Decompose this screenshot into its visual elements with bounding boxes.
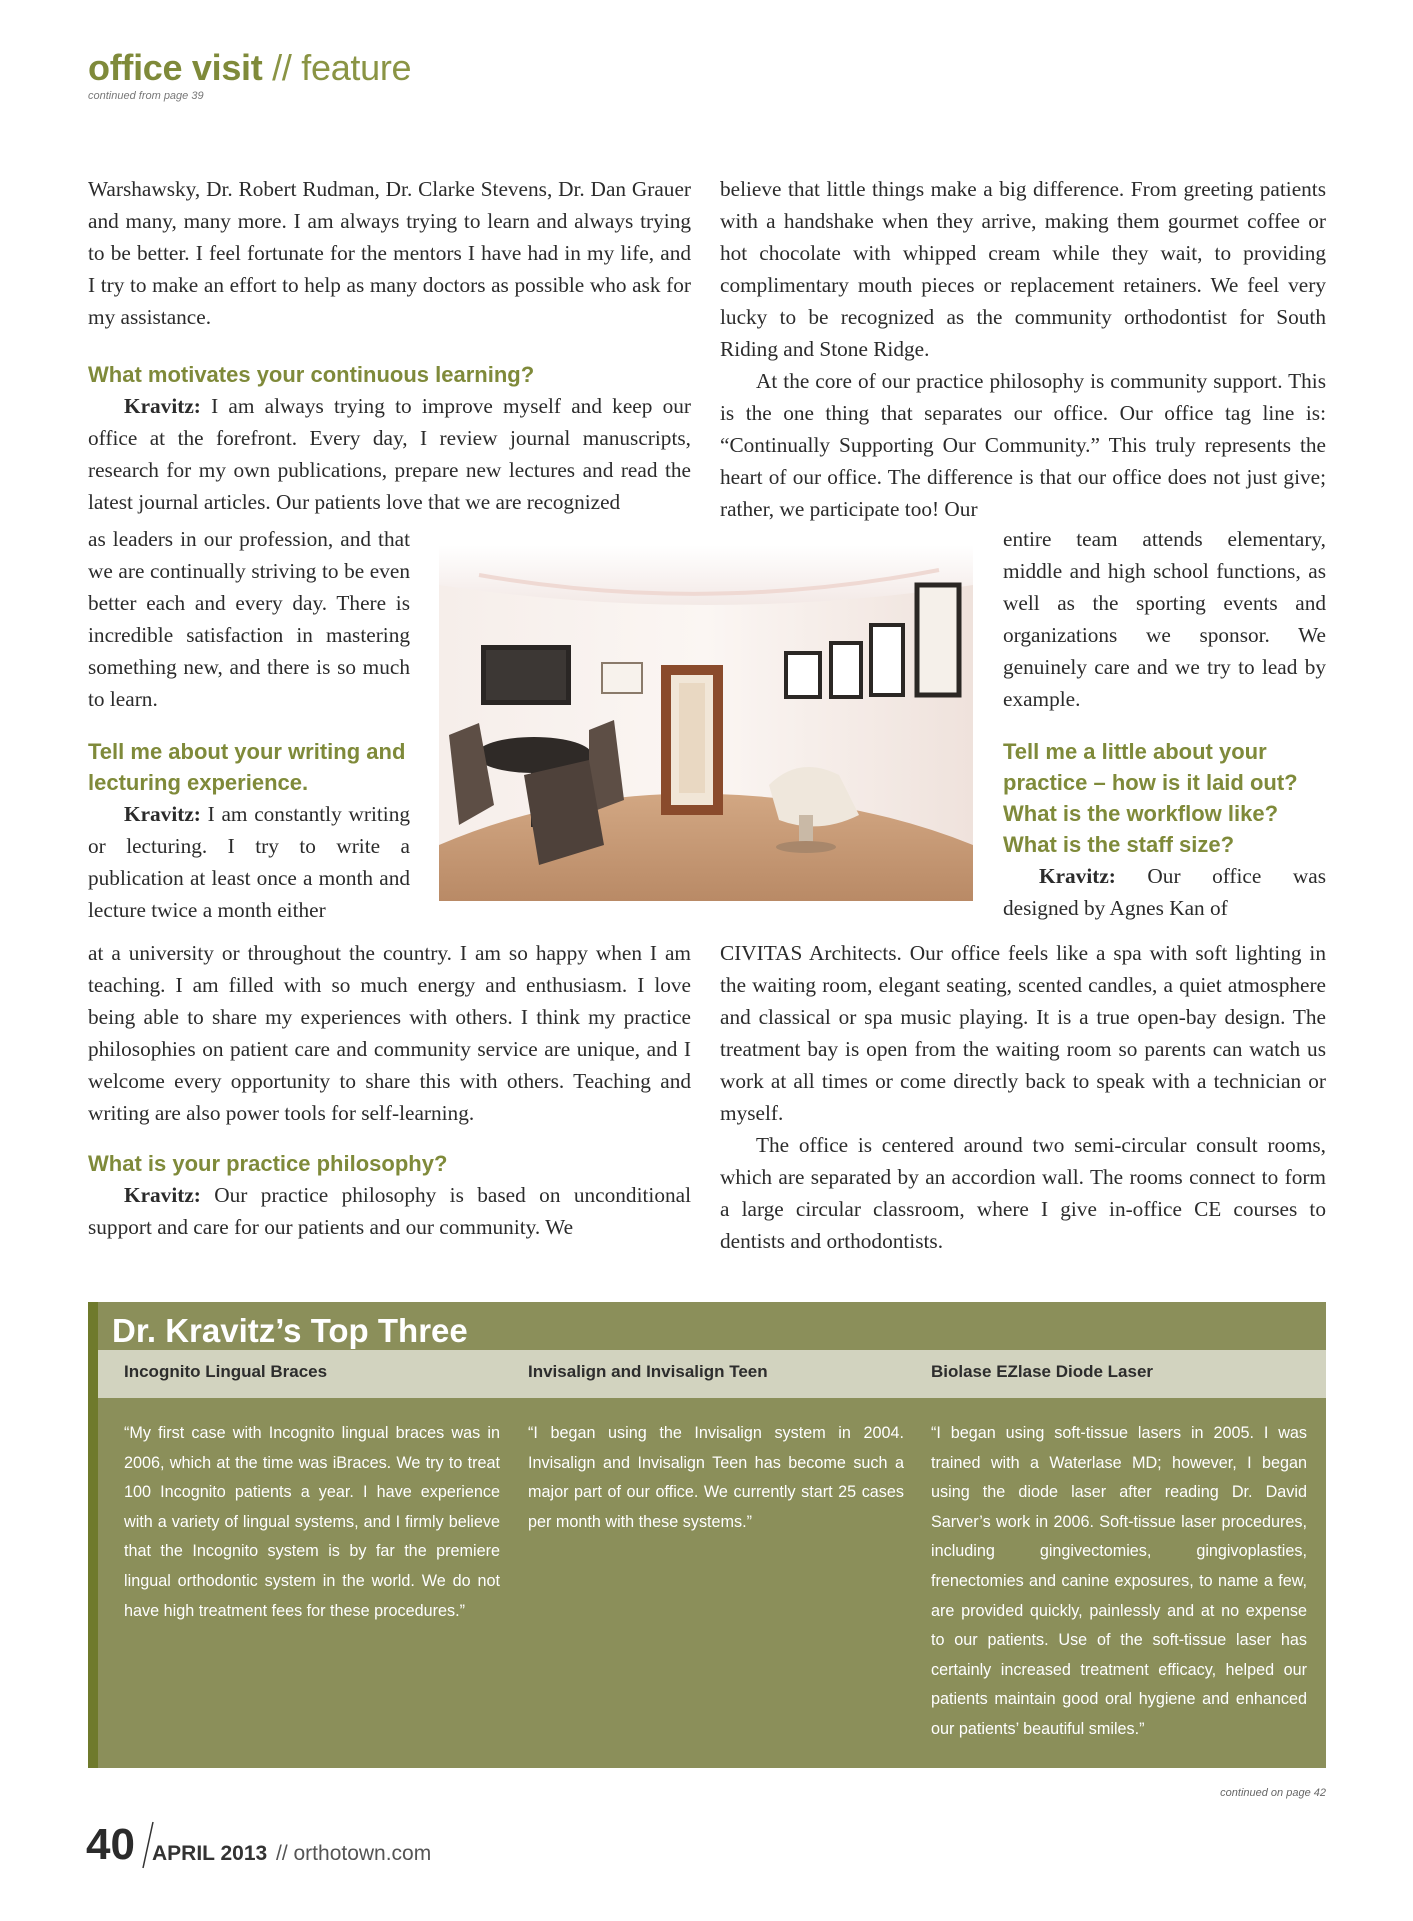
right-column-top	[720, 173, 1326, 525]
speaker-label: Kravitz:	[124, 394, 201, 418]
speaker-label: Kravitz:	[124, 1183, 201, 1207]
speaker-label: Kravitz:	[124, 802, 201, 826]
section-title-bold: office visit	[88, 47, 263, 88]
answer-text: Our practice philosophy is based on unconditional support and care for our patients and our community. We	[88, 1183, 691, 1239]
left-column-bottom	[88, 937, 691, 1243]
paragraph-intro: Warshawsky, Dr. Robert Rudman, Dr. Clarke Stevens, Dr. Dan Grauer and many, many more. I am always trying to learn and always trying to be better. I feel fortunate for the mentors I have had in my life, and I try to make an effort to help as many doctors as possible who ask for my assistance.	[88, 177, 691, 329]
answer-paragraph	[88, 798, 410, 926]
left-column-top	[88, 173, 691, 518]
left-column-narrow	[88, 523, 410, 926]
section-title-separator: //	[262, 47, 302, 88]
paragraph: The office is centered around two semi-circular consult rooms, which are separated by an accordion wall. The rooms connect to form a large circular classroom, where I give in-office CE courses to dentists and orthodontists.	[720, 1133, 1326, 1253]
office-consult-room-photo	[439, 545, 973, 901]
top-three-sidebar	[88, 1302, 1326, 1768]
item-name: Invisalign and Invisalign Teen	[528, 1362, 768, 1381]
paragraph-continued: entire team attends elementary, middle and high school functions, as well as the sporting events and organizations we sponsor. We genuinely care and we try to lead by example.	[1003, 527, 1326, 711]
sidebar-accent-bar	[88, 1302, 98, 1768]
right-column-narrow	[1003, 523, 1326, 924]
site-name: // orthotown.com	[276, 1842, 432, 1865]
paragraph: believe that little things make a big difference. From greeting patients with a handshake when they arrive, making them gourmet coffee or hot chocolate with whipped cream while they wait, to providing complimentary mouth pieces or replacement retainers. We feel very lucky to be recognized as the community orthodontist for South Riding and Stone Ridge.	[720, 177, 1326, 361]
section-title-light: feature	[301, 47, 412, 88]
page-number: 40	[86, 1820, 135, 1869]
issue-date: APRIL 2013	[152, 1842, 268, 1865]
item-quote: “I began using the Invisalign system in 2004. Invisalign and Invisalign Teen has become such a major part of our office. We currently start 25 cases per month with these systems.”	[528, 1424, 904, 1531]
speaker-label: Kravitz:	[1039, 864, 1116, 888]
paragraph: At the core of our practice philosophy is community support. This is the one thing that separates our office. Our office tag line is: “Continually Supporting Our Community.” This truly represents the heart of our office. The difference is that our office does not just give; rather, we participate too! Our	[720, 369, 1326, 521]
continued-from-note: continued from page 39	[88, 90, 204, 102]
right-column-bottom	[720, 937, 1326, 1257]
answer-paragraph	[88, 1179, 691, 1243]
answer-text: Our office was designed by Agnes Kan of	[1003, 864, 1326, 920]
question-heading: Tell me about your writing and lecturing experience.	[88, 739, 406, 795]
item-quote: “My first case with Incognito lingual braces was in 2006, which at the time was iBraces. We try to treat 100 Incognito patients a year. I have experience with a variety of lingual systems, and I firmly believe that the Incognito system is by far the premiere lingual orthodontic system in the world. We do not have high treatment fees for these procedures.”	[124, 1424, 500, 1620]
question-heading: What is your practice philosophy?	[88, 1151, 448, 1176]
question-heading: Tell me a little about your practice – how is it laid out? What is the workflow like? What is the staff size?	[1003, 739, 1298, 857]
continued-on-note: continued on page 42	[1220, 1787, 1326, 1799]
answer-paragraph	[88, 390, 691, 518]
item-quote: “I began using soft-tissue lasers in 2005. I was trained with a Waterlase MD; however, I began using the diode laser after reading Dr. David Sarver’s work in 2006. Soft-tissue laser procedures, including gingivectomies, gingivoplasties, frenectomies and canine exposures, to name a few, are provided quickly, painlessly and at no expense to our patients. Use of the soft-tissue laser has certainly increased treatment efficacy, helped our patients maintain good oral hygiene and enhanced our patients’ beautiful smiles.”	[931, 1424, 1307, 1738]
section-title	[88, 48, 411, 88]
sidebar-title: Dr. Kravitz’s Top Three	[112, 1312, 468, 1349]
section-header	[88, 48, 411, 102]
answer-paragraph	[1003, 860, 1326, 924]
answer-text: I am constantly writing or lecturing. I try to write a publication at least once a month and lecture twice a month either	[88, 802, 410, 922]
answer-text: I am always trying to improve myself and keep our office at the forefront. Every day, I review journal manuscripts, research for my own publications, prepare new lectures and read the latest journal articles. Our patients love that we are recognized	[88, 394, 691, 514]
item-name: Biolase EZlase Diode Laser	[931, 1362, 1154, 1381]
answer-continued: as leaders in our profession, and that we are continually striving to be even better each and every day. There is incredible satisfaction in mastering something new, and there is so much to learn.	[88, 527, 410, 711]
answer-continued: CIVITAS Architects. Our office feels like a spa with soft lighting in the waiting room, elegant seating, scented candles, a quiet atmosphere and classical or spa music playing. It is a true open-bay design. The treatment bay is open from the waiting room so parents can watch us work at all times or come directly back to speak with a technician or myself.	[720, 941, 1326, 1125]
question-heading: What motivates your continuous learning?	[88, 362, 535, 387]
answer-continued: at a university or throughout the country. I am so happy when I am teaching. I am filled with so much energy and enthusiasm. I love being able to share my experiences with others. I think my practice philosophies on patient care and community service are unique, and I welcome every opportunity to share this with others. Teaching and writing are also power tools for self-learning.	[88, 941, 691, 1125]
item-name: Incognito Lingual Braces	[124, 1362, 328, 1381]
